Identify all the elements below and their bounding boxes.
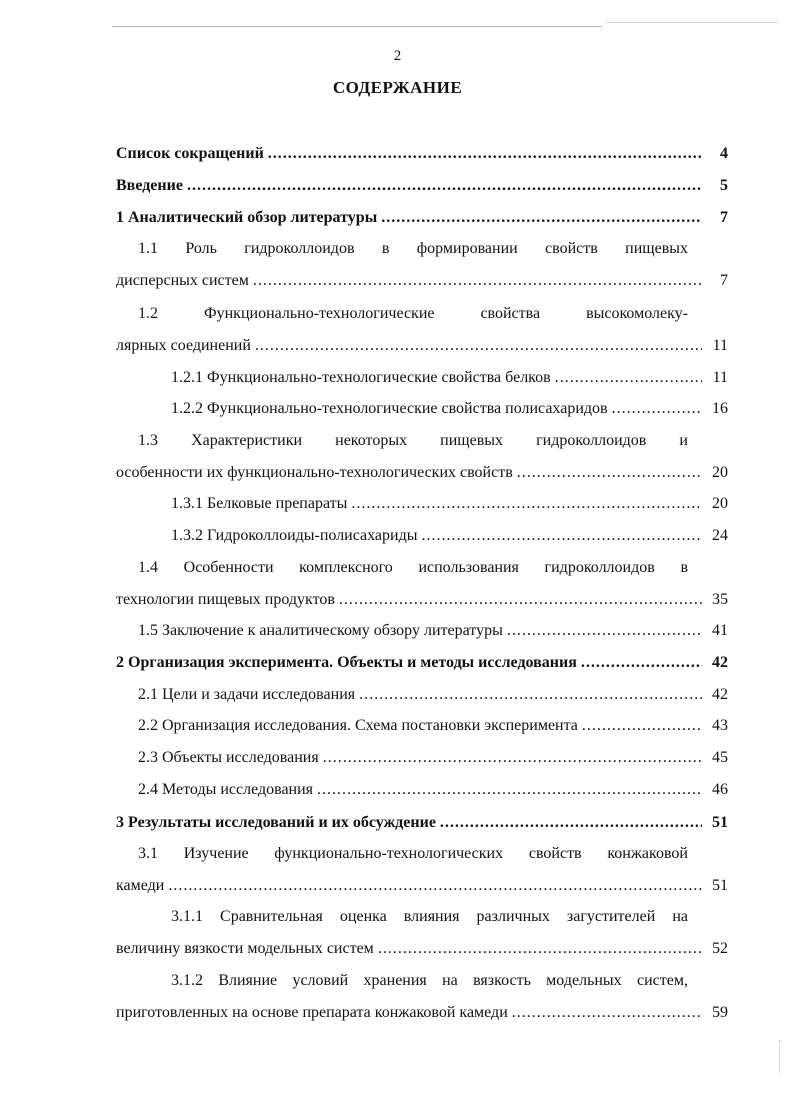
toc-entry-3-1-2[interactable]: приготовленных на основе препарата конжаковой камеди ..... 59 [116, 1000, 728, 1026]
toc-entry-1-1[interactable]: дисперсных систем ..... 7 [116, 268, 728, 294]
toc-entry-3-1-1-line1[interactable]: 3.1.1 Сравнительная оценка влияния различных загустителей на [171, 908, 688, 925]
toc-entry-3-1-1[interactable]: величину вязкости модельных систем ..... 52 [116, 936, 728, 962]
toc-entry-1-2[interactable]: лярных соединений ..... 11 [116, 333, 728, 359]
toc-entry-1-3-2[interactable]: 1.3.2 Гидроколлоиды-полисахариды ..... 24 [116, 523, 728, 549]
toc-entry-1-2-1[interactable]: 1.2.1 Функционально-технологические свойства белков ..... 11 [116, 365, 728, 391]
toc-entry-1-2-2[interactable]: 1.2.2 Функционально-технологические свойства полисахаридов ..... 16 [116, 396, 728, 422]
scan-top-rule [112, 26, 602, 27]
toc-entry-chapter-2[interactable]: 2 Организация эксперимента. Объекты и методы исследования ..... 42 [116, 650, 728, 676]
toc-entry-1-3[interactable]: особенности их функционально-технологических свойств ..... 20 [116, 460, 728, 486]
toc-entry-2-4[interactable]: 2.4 Методы исследования ..... 46 [116, 777, 728, 803]
toc-entry-2-1[interactable]: 2.1 Цели и задачи исследования ..... 42 [116, 682, 728, 708]
toc-entry-chapter-3[interactable]: 3 Результаты исследований и их обсуждение ..... 51 [116, 810, 728, 836]
toc-entry-chapter-1[interactable]: 1 Аналитический обзор литературы ..... 7 [116, 205, 728, 231]
toc-entry-1-3-line1[interactable]: 1.3 Характеристики некоторых пищевых гидроколлоидов и [138, 432, 688, 449]
toc-entry-2-3[interactable]: 2.3 Объекты исследования ..... 45 [116, 745, 728, 771]
toc-entry-1-4[interactable]: технологии пищевых продуктов ..... 35 [116, 587, 728, 613]
toc-entry-introduction[interactable]: Введение ..... 5 [116, 173, 728, 199]
page-title: СОДЕРЖАНИЕ [332, 78, 463, 97]
page-number: 2 [393, 48, 402, 64]
toc-entry-3-1[interactable]: камеди ..... 51 [116, 873, 728, 899]
toc-entry-3-1-2-line1[interactable]: 3.1.2 Влияние условий хранения на вязкость модельных систем, [171, 972, 688, 989]
toc-entry-1-1-line1[interactable]: 1.1 Роль гидроколлоидов в формировании свойств пищевых [138, 240, 688, 257]
toc-entry-abbreviations[interactable]: Список сокращений ..... 4 [116, 141, 728, 167]
toc-entry-1-3-1[interactable]: 1.3.1 Белковые препараты ..... 20 [116, 491, 728, 517]
scan-edge-mark [779, 1040, 783, 1074]
toc-entry-1-5[interactable]: 1.5 Заключение к аналитическому обзору литературы ..... 41 [116, 618, 728, 644]
toc-entry-2-2[interactable]: 2.2 Организация исследования. Схема постановки эксперимента ..... 43 [116, 713, 728, 739]
toc-entry-1-2-line1[interactable]: 1.2 Функционально-технологические свойства высокомолеку- [138, 305, 688, 322]
scan-top-rule-right [606, 22, 778, 23]
toc-entry-3-1-line1[interactable]: 3.1 Изучение функционально-технологических свойств конжаковой [138, 845, 688, 862]
toc-entry-1-4-line1[interactable]: 1.4 Особенности комплексного использования гидроколлоидов в [138, 559, 688, 576]
